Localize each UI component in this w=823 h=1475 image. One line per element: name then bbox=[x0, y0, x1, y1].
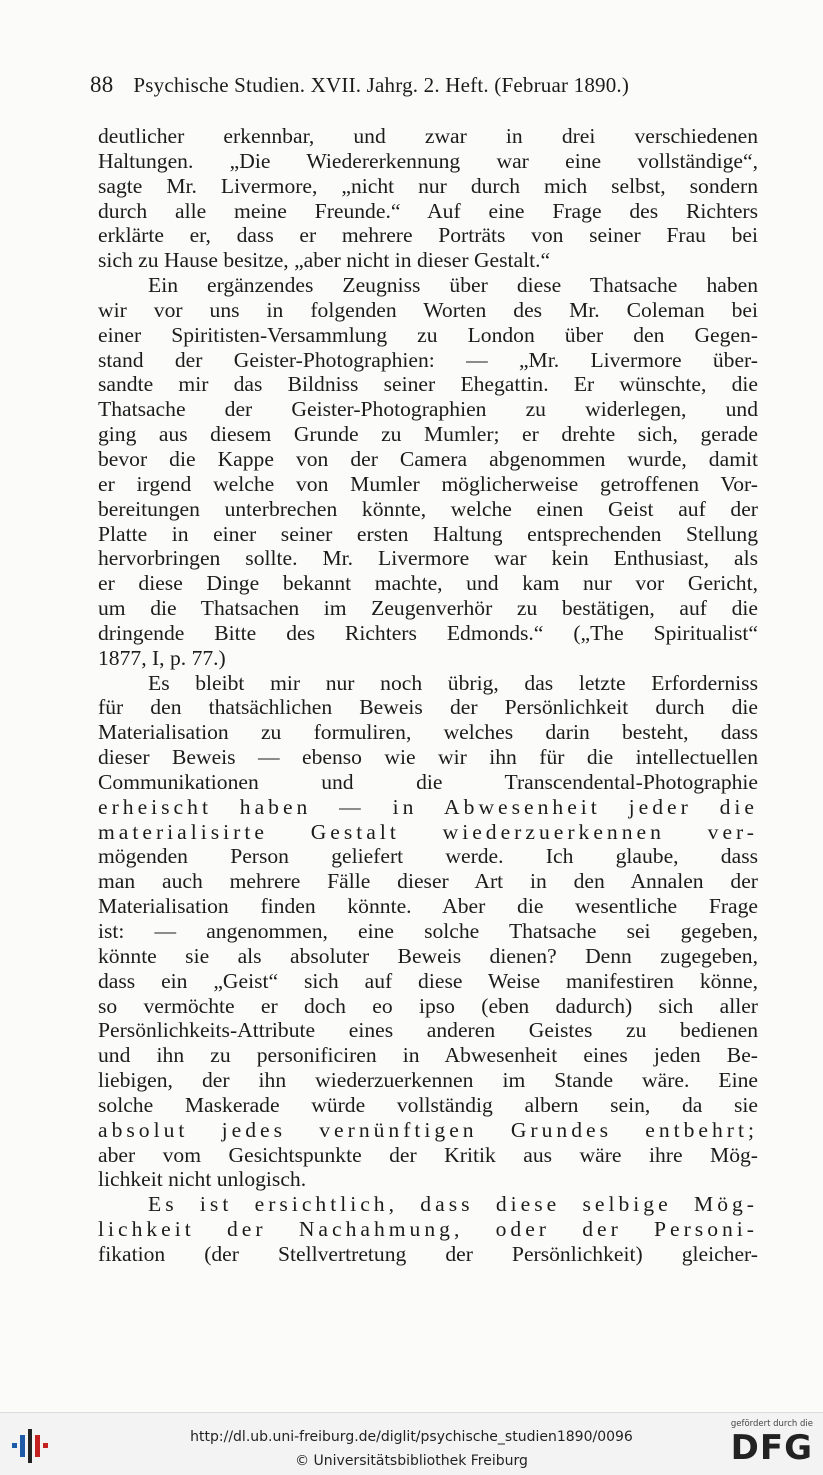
copyright-notice: © Universitätsbibliothek Freiburg bbox=[295, 1453, 528, 1469]
text-line: durch alle meine Freunde.“ Auf eine Frage des Richters bbox=[98, 198, 758, 223]
text-line: so vermöchte er doch eo ipso (eben dadurch) sich aller bbox=[98, 993, 758, 1018]
text-line: man auch mehrere Fälle dieser Art in den Annalen der bbox=[98, 869, 758, 894]
text-line: fikation (der Stellvertretung der Persönlichkeit) gleicher- bbox=[98, 1241, 758, 1266]
text-line: aber vom Gesichtspunkte der Kritik aus wäre ihre Mög- bbox=[98, 1142, 758, 1167]
text-line: Materialisation zu formuliren, welches darin besteht, dass bbox=[98, 720, 758, 745]
dfg-funding-label: gefördert durch die bbox=[730, 1419, 813, 1429]
text-line: Haltungen. „Die Wiedererkennung war eine vollständige“, bbox=[98, 148, 758, 173]
text-line: einer Spiritisten-Versammlung zu London über den Gegen- bbox=[98, 322, 758, 347]
text-line: ist: — angenommen, eine solche Thatsache sei gegeben, bbox=[98, 919, 758, 943]
body-text bbox=[98, 124, 758, 1267]
text-line: Es bleibt mir nur noch übrig, das letzte Erforderniss bbox=[148, 670, 758, 695]
text-line: ging aus diesem Grunde zu Mumler; er drehte sich, gerade bbox=[98, 422, 758, 447]
text-line: Ein ergänzendes Zeugniss über diese Thatsache haben bbox=[148, 273, 758, 298]
page-number: 88 bbox=[90, 72, 114, 97]
text-line: lichkeit nicht unlogisch. bbox=[98, 1167, 307, 1192]
viewer-footer bbox=[0, 1412, 823, 1475]
text-line: sandte mir das Bildniss seiner Ehegattin. Er wünschte, die bbox=[98, 372, 758, 397]
text-line: lichkeit der Nachahmung, oder der Personi- bbox=[98, 1217, 758, 1242]
dfg-logo bbox=[721, 1419, 813, 1471]
text-line: hervorbringen sollte. Mr. Livermore war kein Enthusiast, als bbox=[98, 546, 758, 571]
text-line: er diese Dinge bekannt machte, und kam nur vor Gericht, bbox=[98, 571, 758, 596]
text-line: erheischt haben — in Abwesenheit jeder die bbox=[98, 794, 758, 819]
text-line: bevor die Kappe von der Camera abgenommen wurde, damit bbox=[98, 446, 758, 471]
text-line: dieser Beweis — ebenso wie wir ihn für die intellectuellen bbox=[98, 745, 758, 770]
text-line: mögenden Person geliefert werde. Ich glaube, dass bbox=[98, 844, 758, 869]
text-line: erklärte er, dass er mehrere Porträts von seiner Frau bei bbox=[98, 223, 758, 248]
text-line: Communikationen und die Transcendental-Photographie bbox=[98, 769, 758, 794]
text-line: sich zu Hause besitze, „aber nicht in dieser Gestalt.“ bbox=[98, 248, 551, 273]
text-line: Thatsache der Geister-Photographien zu widerlegen, und bbox=[98, 397, 758, 422]
text-line: er irgend welche von Mumler möglicherweise getroffenen Vor- bbox=[98, 471, 758, 496]
text-line: solche Maskerade würde vollständig albern sein, da sie bbox=[98, 1092, 758, 1117]
text-line: absolut jedes vernünftigen Grundes entbehrt; bbox=[98, 1117, 758, 1142]
text-line: dringende Bitte des Richters Edmonds.“ („The Spiritualist“ bbox=[98, 620, 758, 645]
text-line: liebigen, der ihn wiederzuerkennen im Stande wäre. Eine bbox=[98, 1068, 758, 1093]
text-line: sagte Mr. Livermore, „nicht nur durch mich selbst, sondern bbox=[98, 173, 758, 198]
text-line: für den thatsächlichen Beweis der Persönlichkeit durch die bbox=[98, 695, 758, 720]
text-line: Persönlichkeits-Attribute eines anderen Geistes zu bedienen bbox=[98, 1018, 758, 1043]
text-line: wir vor uns in folgenden Worten des Mr. Coleman bei bbox=[98, 297, 758, 322]
text-line: dass ein „Geist“ sich auf diese Weise manifestiren könne, bbox=[98, 968, 758, 993]
permalink-url[interactable]: http://dl.ub.uni-freiburg.de/diglit/psychische_studien1890/0096 bbox=[190, 1429, 633, 1445]
running-header bbox=[90, 72, 730, 98]
text-line: bereitungen unterbrechen könnte, welche einen Geist auf der bbox=[98, 496, 758, 521]
text-line: um die Thatsachen im Zeugenverhör zu bestätigen, auf die bbox=[98, 596, 758, 621]
text-line: 1877, I, p. 77.) bbox=[98, 645, 226, 670]
text-line: deutlicher erkennbar, und zwar in drei verschiedenen bbox=[98, 124, 758, 148]
text-line: materialisirte Gestalt wiederzuerkennen ver- bbox=[98, 819, 758, 844]
text-line: und ihn zu personificiren in Abwesenheit eines jeden Be- bbox=[98, 1043, 758, 1068]
text-line: könnte sie als absoluter Beweis dienen? Denn zugegeben, bbox=[98, 943, 758, 968]
text-line: stand der Geister-Photographien: — „Mr. Livermore über- bbox=[98, 347, 758, 372]
text-line: Es ist ersichtlich, dass diese selbige Mög- bbox=[148, 1192, 758, 1217]
dfg-wordmark: DFG bbox=[730, 1428, 813, 1468]
running-title: Psychische Studien. XVII. Jahrg. 2. Heft. (Februar 1890.) bbox=[133, 73, 630, 97]
text-line: Materialisation finden könnte. Aber die wesentliche Frage bbox=[98, 894, 758, 919]
text-line: Platte in einer seiner ersten Haltung entsprechenden Stellung bbox=[98, 521, 758, 546]
